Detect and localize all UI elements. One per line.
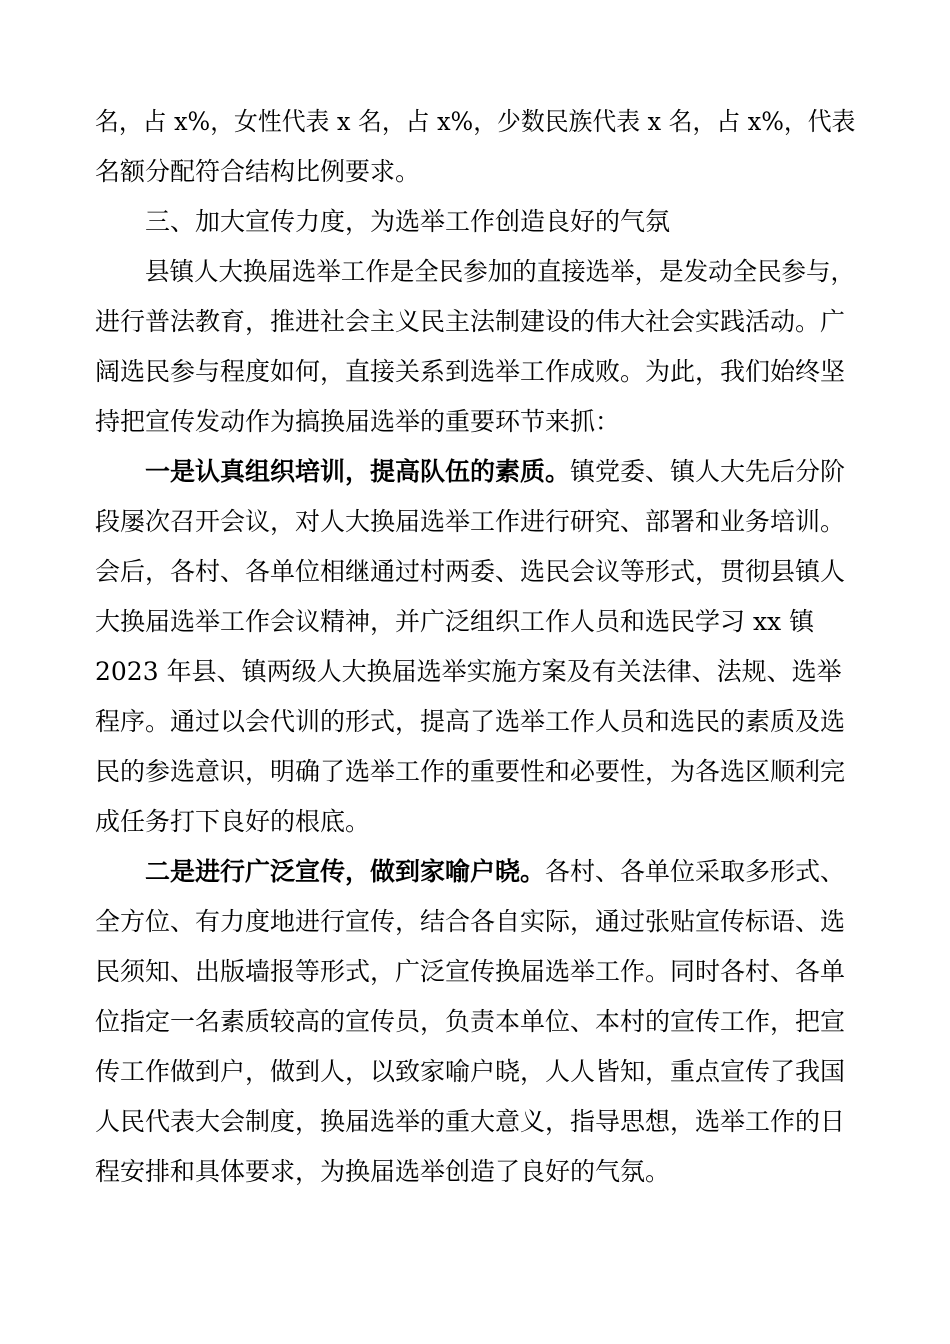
text-line: 程序。通过以会代训的形式，提高了选举工作人员和选民的素质及选	[95, 707, 846, 736]
text-line: 民的参选意识，明确了选举工作的重要性和必要性，为各选区顺利完	[95, 757, 846, 786]
bold-lead-text: 二是进行广泛宣传，做到家喻户晓。	[145, 857, 546, 886]
text-line: 名额分配符合结构比例要求。	[95, 157, 421, 186]
text-line: 县镇人大换届选举工作是全民参加的直接选举，是发动全民参与，	[145, 257, 856, 286]
text-line: 位指定一名素质较高的宣传员，负责本单位、本村的宣传工作，把宣	[95, 1007, 846, 1036]
text-line: 传工作做到户，做到人，以致家喻户晓，人人皆知，重点宣传了我国	[95, 1057, 846, 1086]
text-line: 大换届选举工作会议精神，并广泛组织工作人员和选民学习 xx 镇	[95, 607, 815, 636]
text-line: 全方位、有力度地进行宣传，结合各自实际，通过张贴宣传标语、选	[95, 907, 846, 936]
text-line: 持把宣传发动作为搞换届选举的重要环节来抓：	[95, 407, 621, 436]
text-line: 成任务打下良好的根底。	[95, 807, 371, 836]
paragraph-lead	[145, 457, 845, 487]
text-line: 人民代表大会制度，换届选举的重大意义，指导思想，选举工作的日	[95, 1107, 846, 1136]
bold-lead-text: 一是认真组织培训，提高队伍的素质。	[145, 457, 571, 486]
text-line: 2023 年县、镇两级人大换届选举实施方案及有关法律、法规、选举	[95, 657, 842, 686]
paragraph-lead	[145, 857, 845, 887]
text-line: 民须知、出版墙报等形式，广泛宣传换届选举工作。同时各村、各单	[95, 957, 846, 986]
lead-rest-text: 各村、各单位采取多形式、	[545, 857, 846, 886]
text-line: 会后，各村、各单位相继通过村两委、选民会议等形式，贯彻县镇人	[95, 557, 846, 586]
text-line: 名，占 x%，女性代表 x 名，占 x%，少数民族代表 x 名，占 x%，代表	[95, 107, 856, 136]
section-heading: 三、加大宣传力度，为选举工作创造良好的气氛	[145, 207, 671, 236]
text-line: 进行普法教育，推进社会主义民主法制建设的伟大社会实践活动。广	[95, 307, 846, 336]
text-line: 阔选民参与程度如何，直接关系到选举工作成败。为此，我们始终坚	[95, 357, 846, 386]
text-line: 段屡次召开会议，对人大换届选举工作进行研究、部署和业务培训。	[95, 507, 846, 536]
text-line: 程安排和具体要求，为换届选举创造了良好的气氛。	[95, 1157, 671, 1186]
lead-rest-text: 镇党委、镇人大先后分阶	[570, 457, 846, 486]
